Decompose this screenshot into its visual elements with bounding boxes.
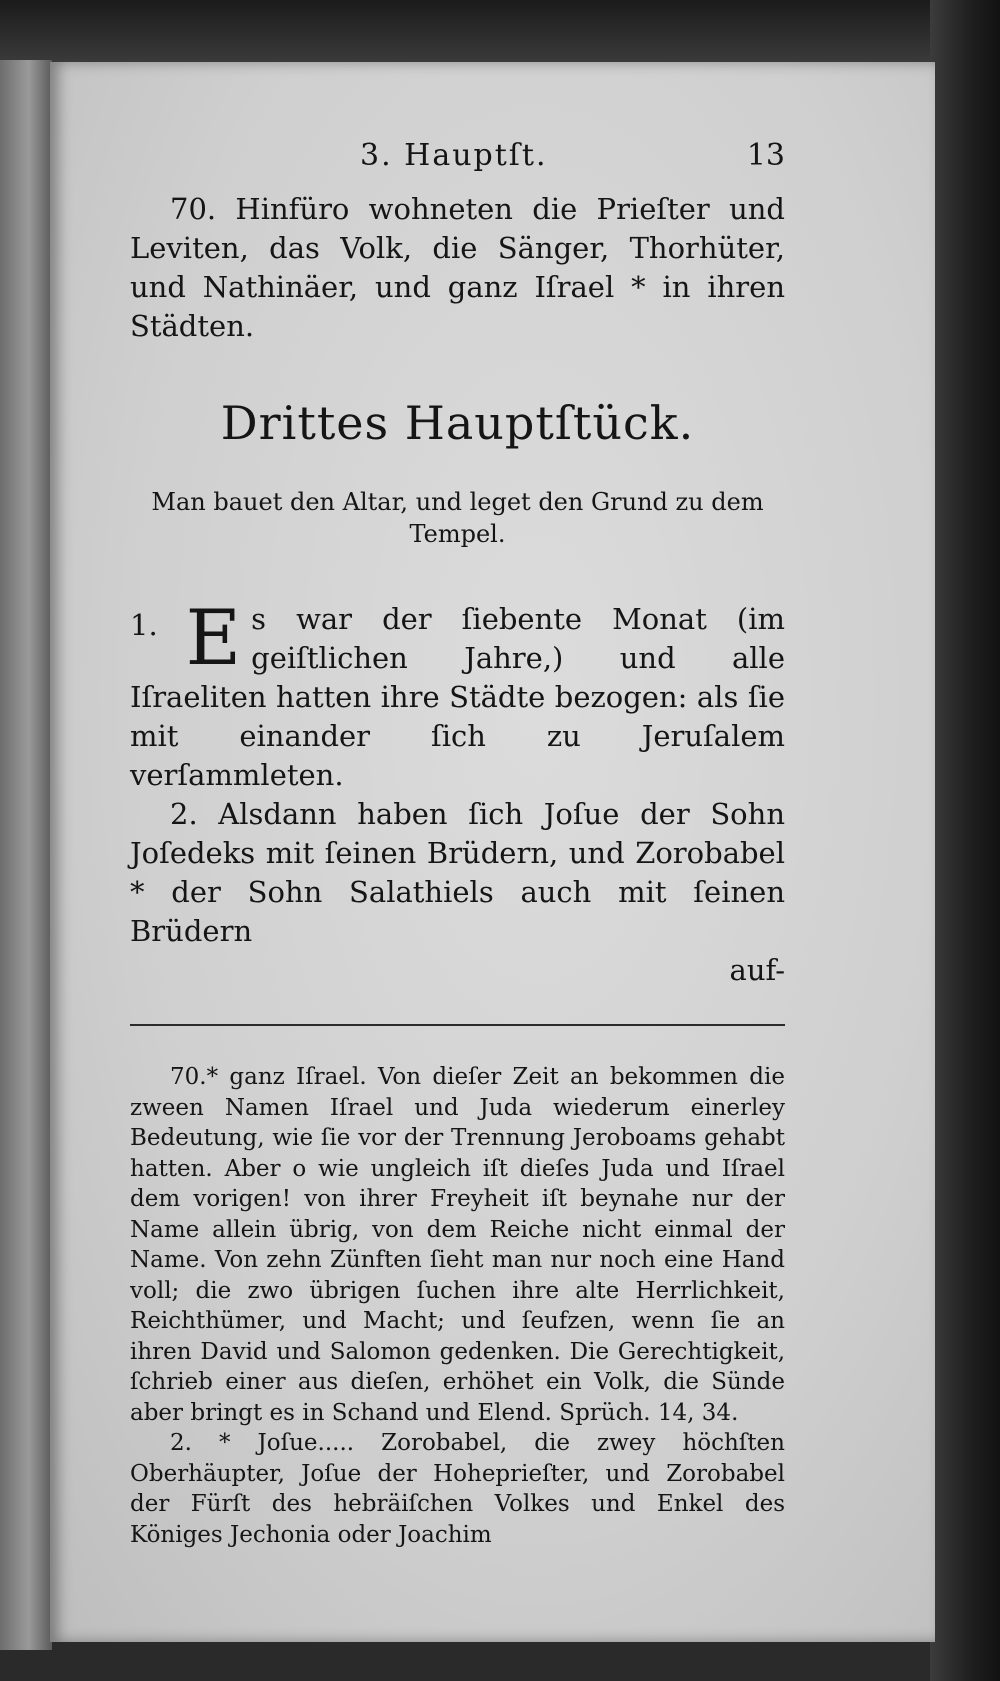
book-right-edge (930, 0, 1000, 1681)
footnote-2: 2. * Joſue..... Zorobabel, die zwey höchſten Oberhäupter, Joſue der Hoheprieſter, und Zorobabel der Fürſt des hebräiſchen Volkes und Enkel des Königes Jechonia oder Joachim (130, 1430, 785, 1548)
catchword: auf- (729, 953, 785, 987)
verse-2: 2. Alsdann haben ſich Joſue der Sohn Joſedeks mit ſeinen Brüdern, und Zorobabel * der Sohn Salathiels auch mit ſeinen Brüdern (130, 797, 785, 948)
footnote-70: 70.* ganz Iſrael. Von dieſer Zeit an bekommen die zween Namen Iſrael und Juda wiederum einerley Bedeutung, wie ſie vor der Trennung Jeroboams gehabt hatten. Aber o wie ungleich iſt dieſes Juda und Iſrael dem vorigen! von ihrer Freyheit iſt beynahe nur der Name allein übrig, von dem Reiche nicht einmal der Name. Von zehn Zünften ſieht man nur noch eine Hand voll; die zwo übrigen ſuchen ihre alte Herrlichkeit, Reichthümer, und Macht; und ſeufzen, wenn ſie an ihren David und Salomon gedenken. Die Gerechtigkeit, ſchrieb einer aus dieſen, erhöhet ein Volk, die Sünde aber bringt es in Schand und Elend. Sprüch. 14, 34. (130, 1064, 785, 1426)
chapter-title: Drittes Hauptſtück. (220, 396, 695, 450)
drop-cap: E (185, 593, 242, 682)
running-head-title: 3. Hauptſt. (360, 138, 548, 173)
chapter-summary: Man bauet den Altar, und leget den Grund zu dem Tempel. (151, 488, 764, 548)
running-head (130, 130, 785, 190)
page-number: 13 (746, 138, 785, 173)
book-page (50, 62, 935, 1642)
page-content (130, 130, 785, 1550)
verse-1-text: s war der ſiebente Monat (im geiſtlichen Jahre,) und alle Iſraeliten hatten ihre Städte bezogen: als ſie mit einander ſich zu Jeruſalem verſammleten. (130, 602, 785, 792)
verse-1-number: 1. (130, 608, 158, 642)
verse-70: 70. Hinfüro wohneten die Prieſter und Leviten, das Volk, die Sänger, Thorhüter, und Nathinäer, und ganz Iſrael * in ihren Städten. (130, 192, 785, 343)
verse-1 (130, 593, 785, 795)
facing-page-edge (0, 60, 52, 1650)
footnote-separator (130, 1024, 785, 1026)
book-top-edge (0, 0, 1000, 62)
